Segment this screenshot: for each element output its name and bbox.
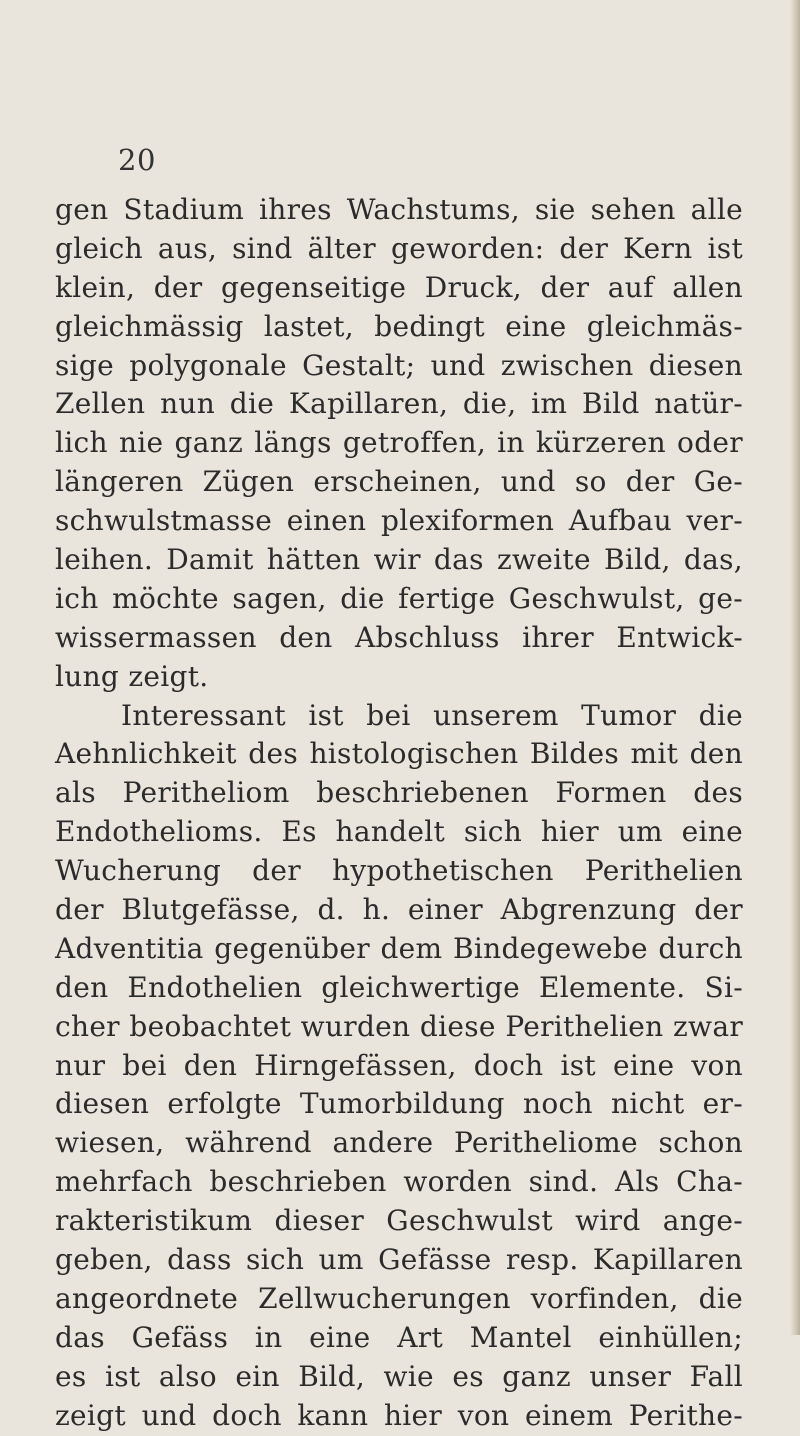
text-line: den Endothelien gleichwertige Elemente. Si-	[55, 970, 743, 1004]
text-line: Zellen nun die Kapillaren, die, im Bild natür-	[55, 387, 743, 421]
text-line: lich nie ganz längs getroffen, in kürzeren oder	[55, 426, 743, 460]
text-line: geben, dass sich um Gefässe resp. Kapillaren	[55, 1243, 743, 1277]
page-number: 20	[118, 143, 156, 177]
text-line: nur bei den Hirngefässen, doch ist eine von	[55, 1048, 743, 1082]
text-line: wiesen, während andere Peritheliome schon	[55, 1126, 743, 1160]
text-line: gen Stadium ihres Wachstums, sie sehen alle	[55, 193, 743, 226]
text-line: schwulstmasse einen plexiformen Aufbau ver-	[55, 504, 743, 538]
text-line: als Peritheliom beschriebenen Formen des	[55, 776, 743, 810]
text-line-paragraph-start: Interessant ist bei unserem Tumor die	[121, 698, 743, 732]
text-line: Endothelioms. Es handelt sich hier um eine	[55, 815, 743, 849]
text-line: der Blutgefässe, d. h. einer Abgrenzung der	[55, 893, 743, 927]
text-line: mehrfach beschrieben worden sind. Als Cha-	[55, 1165, 743, 1199]
text-line: gleichmässig lastet, bedingt eine gleichmäs-	[55, 309, 743, 343]
text-line: diesen erfolgte Tumorbildung noch nicht er-	[55, 1087, 743, 1121]
text-line: zeigt und doch kann hier von einem Perithe-	[55, 1398, 743, 1432]
text-line: wissermassen den Abschluss ihrer Entwick-	[55, 620, 743, 654]
text-line: Aehnlichkeit des histologischen Bildes mit den	[55, 737, 743, 771]
text-line: Wucherung der hypothetischen Perithelien	[55, 854, 743, 888]
text-line: angeordnete Zellwucherungen vorfinden, die	[55, 1281, 743, 1315]
text-line: klein, der gegenseitige Druck, der auf allen	[55, 270, 743, 304]
text-line: gleich aus, sind älter geworden: der Kern ist	[55, 231, 743, 265]
text-line: cher beobachtet wurden diese Perithelien zwar	[55, 1009, 743, 1043]
text-line: es ist also ein Bild, wie es ganz unser Fall	[55, 1359, 743, 1393]
text-line: rakteristikum dieser Geschwulst wird ange-	[55, 1204, 743, 1238]
page-edge-shadow	[790, 0, 800, 1335]
text-line: ich möchte sagen, die fertige Geschwulst, ge-	[55, 581, 743, 615]
text-line: lung zeigt.	[55, 659, 209, 693]
text-line: das Gefäss in eine Art Mantel einhüllen;	[55, 1320, 743, 1354]
text-line: sige polygonale Gestalt; und zwischen diesen	[55, 348, 743, 382]
body-text	[55, 191, 743, 1436]
text-line: längeren Zügen erscheinen, und so der Ge-	[55, 465, 743, 499]
text-line: Adventitia gegenüber dem Bindegewebe durch	[55, 931, 743, 965]
text-line: leihen. Damit hätten wir das zweite Bild, das,	[55, 543, 743, 577]
